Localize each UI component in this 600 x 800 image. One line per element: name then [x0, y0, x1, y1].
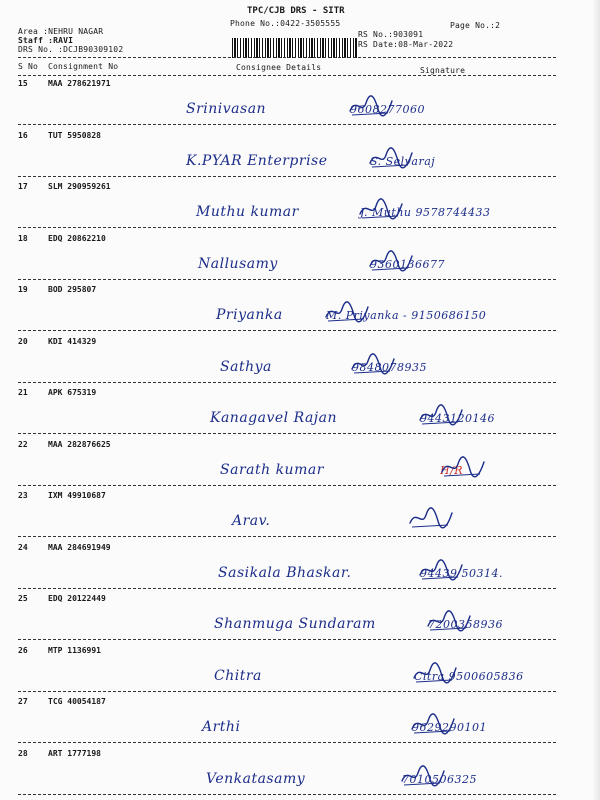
row-consignment-no: MAA 278621971: [48, 79, 111, 88]
col-consignment: Consignment No: [48, 62, 119, 71]
row-consignee-name: Kanagavel Rajan: [210, 410, 338, 426]
row-signature-text: Citra 9500605836: [414, 670, 524, 683]
row-signature-text: 9629290101: [412, 721, 487, 734]
page-number: Page No.:2: [450, 21, 501, 30]
row-signature-text: S. Selvaraj: [370, 155, 436, 168]
sheet-title: TPC/CJB DRS - SITR: [247, 6, 345, 16]
row-divider: [18, 639, 556, 640]
row-sno: 16: [18, 131, 28, 140]
phone-number: Phone No.:0422-3505555: [230, 19, 341, 28]
row-signature-text: 9848078935: [352, 361, 427, 374]
rs-number: RS No.:903091: [358, 30, 424, 39]
row-sno: 22: [18, 440, 28, 449]
row-divider: [18, 485, 556, 486]
row-consignee-name: Arav.: [232, 513, 271, 529]
row-consignee-name: Shanmuga Sundaram: [214, 616, 376, 632]
row-signature-text: 7200358936: [428, 618, 503, 631]
staff-label: Staff :RAVI: [18, 36, 74, 45]
signature-scribble: [412, 660, 458, 686]
row-signature-text: 9443120146: [420, 412, 495, 425]
row-divider: [18, 536, 556, 537]
row-divider: [18, 382, 556, 383]
row-signature-text: 94439 50314.: [420, 567, 503, 580]
signature-scribble: [350, 351, 396, 377]
row-consignment-no: IXM 49910687: [48, 491, 106, 500]
scan-shadow: [592, 0, 600, 800]
signature-scribble: [426, 608, 472, 634]
signature-scribble: [368, 145, 414, 171]
row-consignee-name: Venkatasamy: [206, 771, 306, 787]
row-consignee-name: Sarath kumar: [220, 462, 324, 478]
row-consignee-name: K.PYAR Enterprise: [186, 153, 328, 169]
row-sno: 24: [18, 543, 28, 552]
row-divider: [18, 691, 556, 692]
signature-scribble: [418, 402, 464, 428]
row-consignee-name: Sathya: [220, 359, 272, 375]
row-consignee-name: Arthi: [202, 719, 241, 735]
row-sno: 27: [18, 697, 28, 706]
signature-scribble: [400, 763, 446, 789]
row-divider: [18, 433, 556, 434]
row-signature-text: M. Priyanka - 9150686150: [326, 309, 487, 322]
col-consignee: Consignee Details: [236, 63, 322, 72]
row-consignee-name: Sasikala Bhaskar.: [218, 565, 352, 581]
row-signature-text: 7010506325: [402, 773, 477, 786]
signature-scribble: [440, 454, 486, 480]
row-sno: 28: [18, 749, 28, 758]
column-divider: [18, 75, 556, 76]
row-divider: [18, 279, 556, 280]
signature-scribble: [348, 93, 394, 119]
signature-scribble: [410, 711, 456, 737]
signature-scribble: [324, 299, 370, 325]
barcode: [232, 38, 358, 58]
row-sno: 18: [18, 234, 28, 243]
row-consignment-no: MAA 282876625: [48, 440, 111, 449]
row-consignment-no: MTP 1136991: [48, 646, 101, 655]
row-consignment-no: EDQ 20122449: [48, 594, 106, 603]
row-sno: 26: [18, 646, 28, 655]
rs-date: RS Date:08-Mar-2022: [358, 40, 454, 49]
drs-number: DRS No. :DCJB90309102: [18, 45, 124, 54]
signature-scribble: [368, 248, 414, 274]
row-consignment-no: APK 675319: [48, 388, 97, 397]
row-sno: 21: [18, 388, 28, 397]
signature-scribble: [418, 557, 464, 583]
row-divider: [18, 742, 556, 743]
row-sno: 23: [18, 491, 28, 500]
row-divider: [18, 124, 556, 125]
row-signature-text: H/R: [440, 464, 464, 477]
row-signature-text: 9608277060: [350, 103, 425, 116]
col-sno: S No: [18, 62, 39, 71]
row-consignment-no: EDQ 20862210: [48, 234, 106, 243]
row-divider: [18, 588, 556, 589]
row-consignee-name: Nallusamy: [198, 256, 278, 272]
row-sno: 25: [18, 594, 28, 603]
row-consignee-name: Priyanka: [216, 307, 283, 323]
row-consignee-name: Muthu kumar: [196, 204, 299, 220]
header-divider: [18, 57, 556, 58]
row-signature-text: J. Muthu 9578744433: [360, 206, 491, 219]
row-divider: [18, 330, 556, 331]
row-divider: [18, 794, 556, 795]
row-consignment-no: SLM 290959261: [48, 182, 111, 191]
row-sno: 20: [18, 337, 28, 346]
row-divider: [18, 176, 556, 177]
row-consignee-name: Chitra: [214, 668, 262, 684]
row-sno: 19: [18, 285, 28, 294]
row-consignment-no: ART 1777198: [48, 749, 101, 758]
row-consignment-no: KDI 414329: [48, 337, 97, 346]
row-consignment-no: MAA 284691949: [48, 543, 111, 552]
signature-scribble: [408, 505, 454, 531]
row-consignment-no: BOD 295807: [48, 285, 97, 294]
area-label: Area :NEHRU NAGAR: [18, 27, 104, 36]
col-signature: Signature: [420, 66, 466, 75]
row-signature-text: 9360136677: [370, 258, 445, 271]
row-divider: [18, 227, 556, 228]
row-sno: 15: [18, 79, 28, 88]
row-consignee-name: Srinivasan: [186, 101, 267, 117]
signature-scribble: [358, 196, 404, 222]
row-consignment-no: TCG 40054187: [48, 697, 106, 706]
row-sno: 17: [18, 182, 28, 191]
row-consignment-no: TUT 5950828: [48, 131, 101, 140]
